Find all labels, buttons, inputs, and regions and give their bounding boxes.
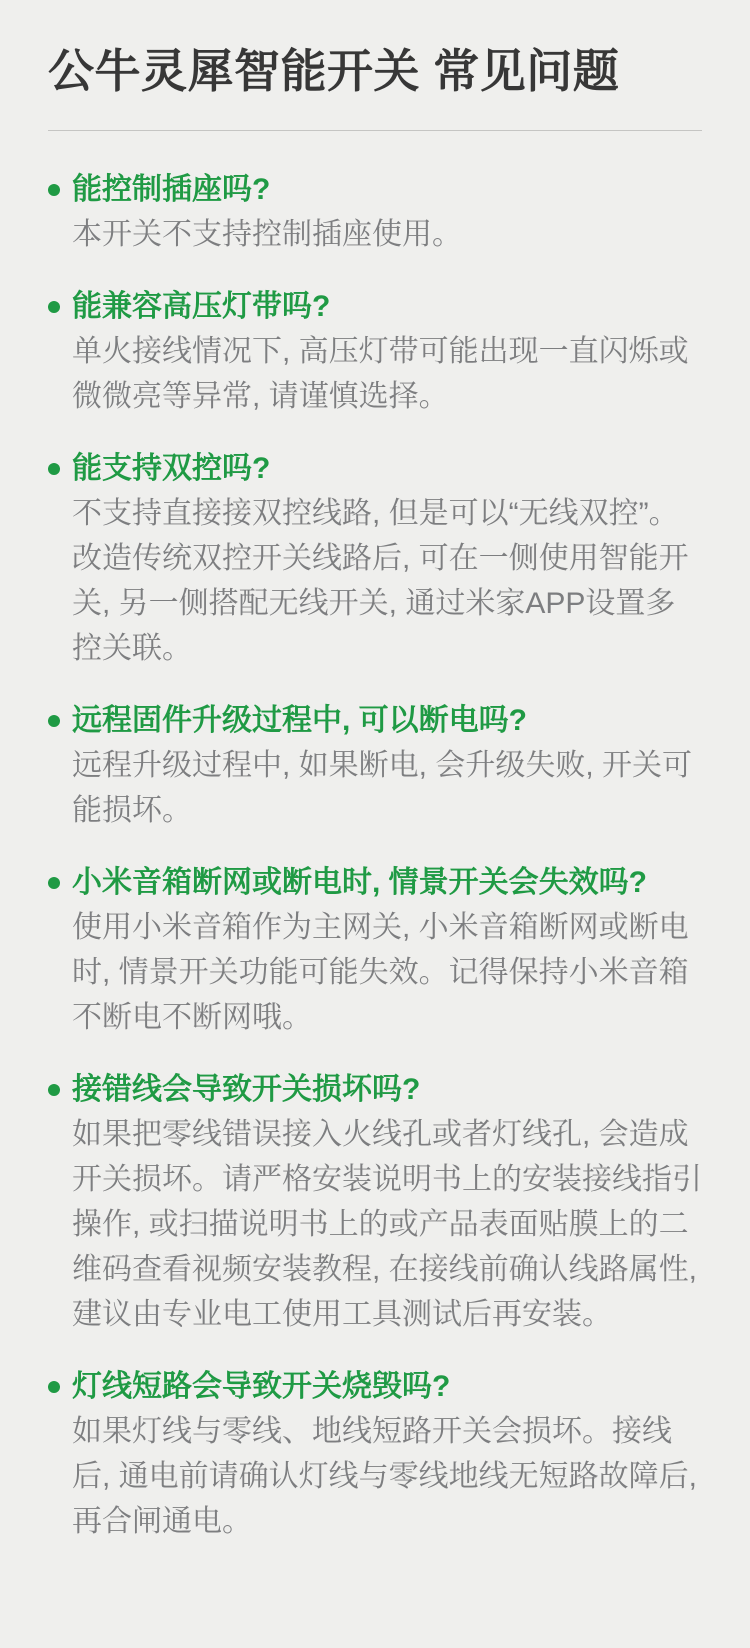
faq-list bbox=[48, 167, 702, 1544]
faq-item bbox=[48, 1364, 702, 1544]
faq-item bbox=[48, 1067, 702, 1337]
faq-question: 接错线会导致开关损坏吗? bbox=[72, 1073, 421, 1106]
faq-answer: 本开关不支持控制插座使用。 bbox=[72, 218, 462, 251]
faq-question: 远程固件升级过程中, 可以断电吗? bbox=[72, 704, 527, 737]
faq-item bbox=[48, 860, 702, 1040]
faq-answer: 不支持直接接双控线路, 但是可以“无线双控”。改造传统双控开关线路后, 可在一侧使用智能开关, 另一侧搭配无线开关, 通过米家APP设置多控关联。 bbox=[72, 497, 689, 665]
faq-answer: 使用小米音箱作为主网关, 小米音箱断网或断电时, 情景开关功能可能失效。记得保持小米音箱不断电不断网哦。 bbox=[72, 911, 689, 1034]
bullet-icon bbox=[48, 463, 60, 475]
faq-question: 灯线短路会导致开关烧毁吗? bbox=[72, 1370, 451, 1403]
faq-answer: 如果灯线与零线、地线短路开关会损坏。接线后, 通电前请确认灯线与零线地线无短路故障后, 再合闸通电。 bbox=[72, 1415, 698, 1538]
bullet-icon bbox=[48, 715, 60, 727]
page-title: 公牛灵犀智能开关 常见问题 bbox=[48, 45, 620, 97]
divider bbox=[48, 130, 702, 131]
bullet-icon bbox=[48, 1084, 60, 1096]
faq-item bbox=[48, 284, 702, 419]
faq-question: 能兼容高压灯带吗? bbox=[72, 290, 331, 323]
faq-answer: 单火接线情况下, 高压灯带可能出现一直闪烁或微微亮等异常, 请谨慎选择。 bbox=[72, 335, 689, 413]
bullet-icon bbox=[48, 301, 60, 313]
faq-answer: 如果把零线错误接入火线孔或者灯线孔, 会造成开关损坏。请严格安装说明书上的安装接线指引操作, 或扫描说明书上的或产品表面贴膜上的二维码查看视频安装教程, 在接线前确认线路属性, 建议由专业电工使用工具测试后再安装。 bbox=[72, 1118, 702, 1331]
faq-item bbox=[48, 698, 702, 833]
faq-item bbox=[48, 167, 702, 257]
bullet-icon bbox=[48, 1381, 60, 1393]
faq-item bbox=[48, 446, 702, 671]
faq-question: 能支持双控吗? bbox=[72, 452, 271, 485]
faq-answer: 远程升级过程中, 如果断电, 会升级失败, 开关可能损坏。 bbox=[72, 749, 693, 827]
bullet-icon bbox=[48, 184, 60, 196]
faq-question: 能控制插座吗? bbox=[72, 173, 271, 206]
faq-question: 小米音箱断网或断电时, 情景开关会失效吗? bbox=[72, 866, 647, 899]
bullet-icon bbox=[48, 877, 60, 889]
